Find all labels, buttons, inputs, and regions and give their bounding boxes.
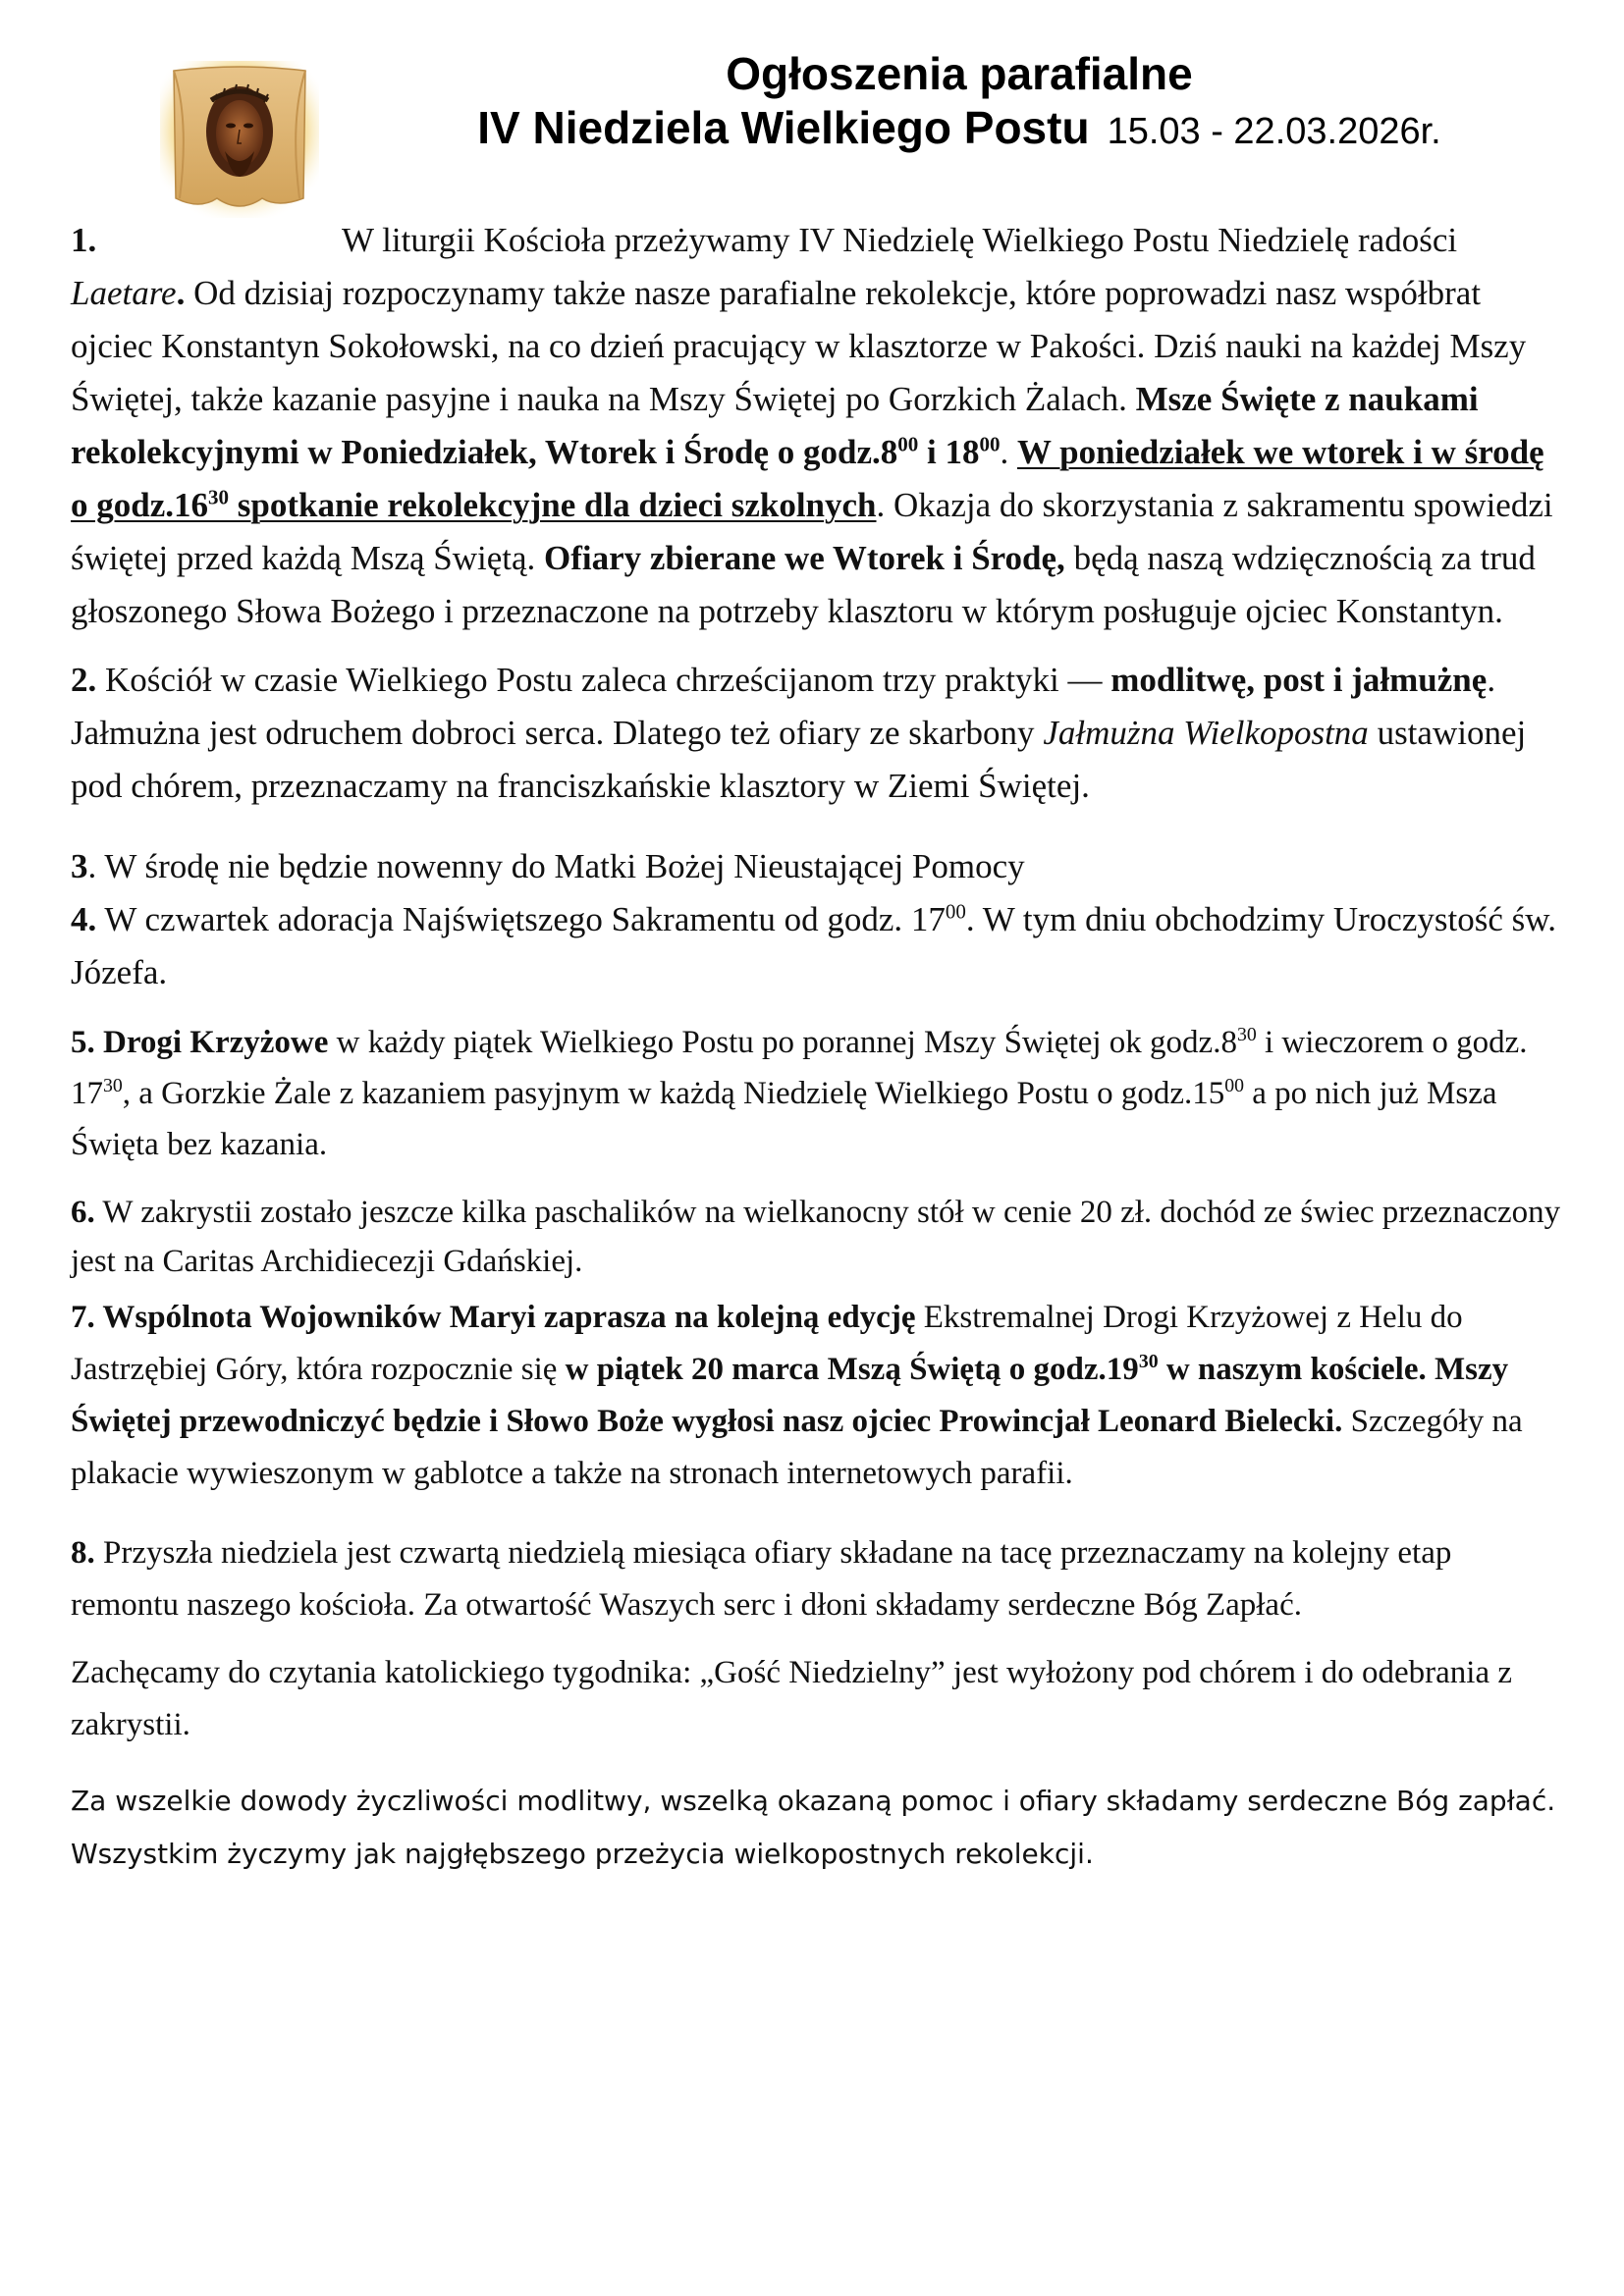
announcement-5: 5. Drogi Krzyżowe w każdy piątek Wielkiego Postu po porannej Mszy Świętej ok $godz.8^{30}$ i wieczorem o godz. $17^{30}$, a Gorzkie Żale z kazaniem pasyjnym w każdą Niedzielę Wielkiego Postu o $godz.15^{00}$ a po nich już Msza Święta bez kazania. <box>71 1024 1528 1162</box>
item-number: 6. <box>71 1195 95 1230</box>
sunday-name: IV Niedziela Wielkiego Postu <box>477 102 1090 153</box>
announcement-4: 4. W czwartek adoracja Najświętszego Sakramentu od godz. $17^{00}$. W tym dniu obchodzimy Uroczystość św. Józefa. <box>71 899 1556 991</box>
page-subtitle <box>353 100 1565 159</box>
announcement-6: 6. W zakrystii zostało jeszcze kilka paschalików na wielkanocny stół w cenie 20 zł. dochód ze świec przeznaczony jest na Caritas Archidiecezji Gdańskiej. <box>71 1195 1561 1279</box>
date-range: 15.03 - 22.03.2026r. <box>1107 111 1441 152</box>
announcement-1: 1. W liturgii Kościoła przeżywamy IV Niedzielę Wielkiego Postu Niedzielę radości Laetare. Od dzisiaj rozpoczynamy także nasze parafialne rekolekcje, które poprowadzi nasz współbrat ojciec Konstantyn Sokołowski, na co dzień pracujący w klasztorze w Pakości. Dziś nauki na każdej Mszy Świętej, także kazanie pasyjne i nauka na Mszy Świętej po Gorzkich Żalach. Msze Święte z naukami rekolekcyjnymi w Poniedziałek, Wtorek i Środę o $godz.8^{00}$ i $18^{00}$. W poniedziałek we wtorek i w środę o $godz.16^{30}$ spotkanie rekolekcyjne dla dzieci szkolnych. Okazja do skorzystania z sakramentu spowiedzi świętej przed każdą Mszą Świętą. Ofiary zbierane we Wtorek i Środę, będą naszą wdzięcznością za trud głoszonego Słowa Bożego i przeznaczone na potrzeby klasztoru w którym posługuje ojciec Konstantyn. <box>71 214 1563 638</box>
item-number: 8. <box>71 1535 95 1571</box>
item-number: 2. <box>71 661 97 699</box>
bold-mass-times: Msze Święte z naukami rekolekcyjnymi w Poniedziałek, Wtorek i Środę o $godz.8^{00}$ i $18^{00}$ <box>71 380 1479 471</box>
item-number: 4. <box>71 900 97 938</box>
item-number: 1. <box>71 221 97 259</box>
announcement-8: 8. Przyszła niedziela jest czwartą niedzielą miesiąca ofiary składane na tacę przeznaczamy na kolejny etap remontu naszego kościoła. Za otwartość Waszych serc i dłoni składamy serdeczne Bóg Zapłać. <box>71 1535 1452 1623</box>
item-number: 3 <box>71 847 88 885</box>
header <box>353 47 1565 159</box>
closing-message: Za wszelkie dowody życzliwości modlitwy, wszelką okazaną pomoc i ofiary składamy serdeczne Bóg zapłać. Wszystkim życzymy jak najgłębszego przeżycia wielkopostnych rekolekcji. <box>71 1785 1556 1870</box>
magazine-note: Zachęcamy do czytania katolickiego tygodnika: „Gość Niedzielny” jest wyłożony pod chórem i do odebrania z zakrystii. <box>71 1655 1512 1742</box>
item-number: 5. <box>71 1025 95 1060</box>
announcement-7: 7. Wspólnota Wojowników Maryi zaprasza na kolejną edycję Ekstremalnej Drogi Krzyżowej z Helu do Jastrzębiej Góry, która rozpocznie się w piątek 20 marca Mszą Świętą o $godz.19^{30}$ w naszym kościele. Mszy Świętej przewodniczyć będzie i Słowo Boże wygłosi nasz ojciec Prowincjał Leonard Bielecki. Szczegóły na plakacie wywieszonym w gablotce a także na stronach internetowych parafii. <box>71 1300 1523 1491</box>
children-meeting: W poniedziałek we wtorek i w środę o $godz.16^{30}$ spotkanie rekolekcyjne dla dzieci szkolnych <box>71 433 1544 524</box>
announcement-2: 2. Kościół w czasie Wielkiego Postu zaleca chrześcijanom trzy praktyki — modlitwę, post i jałmużnę. Jałmużna jest odruchem dobroci serca. Dlatego też ofiary ze skarbony Jałmużna Wielkopostna ustawionej pod chórem, przeznaczamy na franciszkańskie klasztory w Ziemi Świętej. <box>71 661 1527 805</box>
announcements <box>71 214 1563 1881</box>
announcement-3: 3. W środę nie będzie nowenny do Matki Bożej Nieustającej Pomocy <box>71 847 1025 885</box>
page-title: Ogłoszenia parafialne <box>726 48 1193 99</box>
holy-face-veil-icon <box>160 61 319 218</box>
